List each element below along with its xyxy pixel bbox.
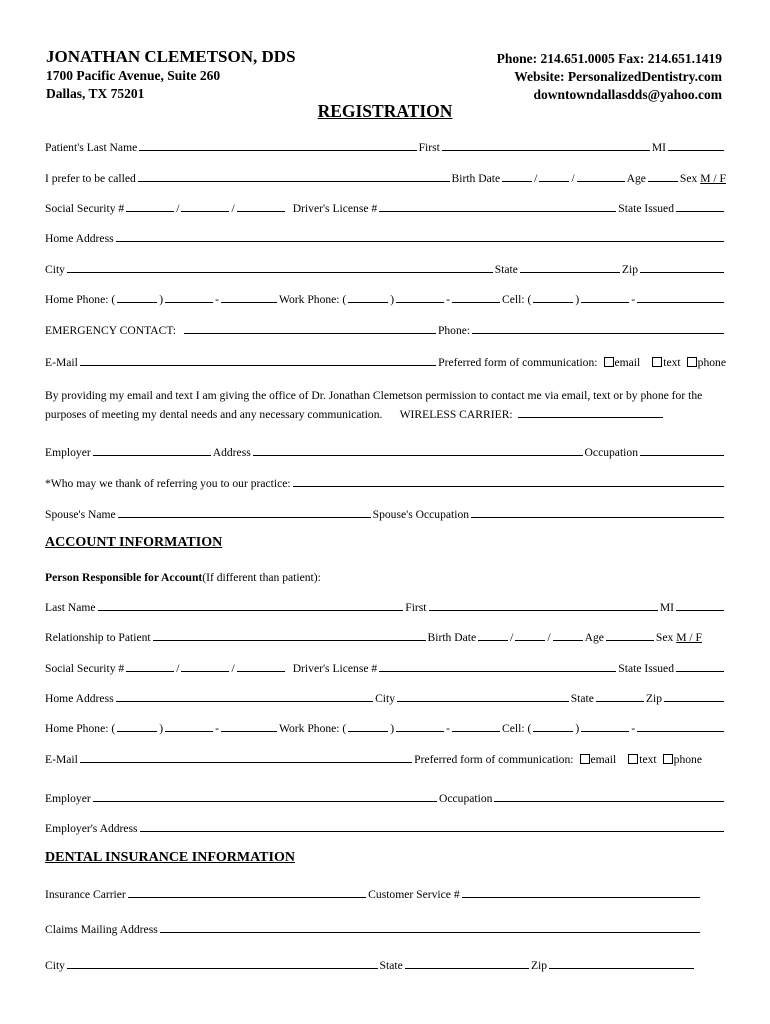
- ssn-part-3[interactable]: [237, 211, 285, 212]
- ssn-part-1[interactable]: [126, 211, 174, 212]
- relationship-field[interactable]: [153, 640, 426, 641]
- birth-month-field[interactable]: [502, 181, 532, 182]
- birth-day-field[interactable]: [539, 181, 569, 182]
- date-slash: /: [510, 631, 514, 644]
- email-label: E-Mail: [45, 356, 78, 369]
- relationship-label: Relationship to Patient: [45, 631, 151, 644]
- wireless-label: WIRELESS CARRIER:: [399, 408, 513, 421]
- account-mi-field[interactable]: [676, 610, 724, 611]
- email-field[interactable]: [80, 365, 436, 366]
- cell-line[interactable]: [637, 302, 724, 303]
- insurance-city-field[interactable]: [67, 968, 378, 969]
- ssn-slash: /: [176, 202, 180, 215]
- paren: ): [159, 722, 164, 735]
- emergency-field[interactable]: [184, 333, 436, 334]
- account-cell-line[interactable]: [637, 731, 724, 732]
- employer-address-field[interactable]: [253, 455, 583, 456]
- state-issued-label: State Issued: [618, 202, 674, 215]
- address-line-2: Dallas, TX 75201: [46, 86, 145, 101]
- practice-info: [46, 47, 296, 103]
- row-account-address: [45, 687, 726, 705]
- row-phones: [45, 288, 726, 306]
- employer-label: Employer: [45, 446, 91, 459]
- account-city-label: City: [375, 692, 396, 705]
- license-field[interactable]: [379, 211, 616, 212]
- contact-info: [497, 50, 722, 104]
- account-last-name-label: Last Name: [45, 601, 96, 614]
- dash: -: [446, 722, 451, 735]
- account-state-label: State: [570, 692, 594, 705]
- home-phone-label: Home Phone: (: [45, 293, 116, 306]
- paren: ): [390, 293, 395, 306]
- employer-address-label: Address: [212, 446, 251, 459]
- account-cell-area-code[interactable]: [533, 731, 573, 732]
- mi-label: MI: [651, 141, 666, 154]
- ssn-slash: /: [231, 662, 235, 675]
- sex-options[interactable]: M / F: [700, 172, 726, 185]
- row-referral: [45, 472, 726, 490]
- ssn-slash: /: [176, 662, 180, 675]
- account-cell-prefix[interactable]: [581, 731, 629, 732]
- account-occupation-label: Occupation: [439, 792, 493, 805]
- dash: -: [631, 293, 636, 306]
- row-account-name: [45, 596, 726, 614]
- account-text-checkbox[interactable]: [628, 754, 638, 764]
- account-mi-label: MI: [659, 601, 674, 614]
- account-home-address-label: Home Address: [45, 692, 114, 705]
- account-work-phone-label: Work Phone: (: [278, 722, 347, 735]
- birth-date-label: Birth Date: [451, 172, 501, 185]
- account-state-issued-label: State Issued: [618, 662, 674, 675]
- account-ssn-part-3[interactable]: [237, 671, 285, 672]
- account-last-name-field[interactable]: [98, 610, 404, 611]
- account-first-field[interactable]: [429, 610, 658, 611]
- referral-label: *Who may we thank of referring you to our practice:: [45, 477, 291, 490]
- practice-email: downtowndallasdds@yahoo.com: [533, 87, 722, 102]
- doctor-name: JONATHAN CLEMETSON, DDS: [46, 47, 296, 66]
- phone-fax: Phone: 214.651.0005 Fax: 214.651.1419: [496, 51, 722, 66]
- zip-label: Zip: [621, 263, 638, 276]
- account-age-field[interactable]: [606, 640, 654, 641]
- home-area-code[interactable]: [117, 302, 157, 303]
- account-birth-month[interactable]: [478, 640, 508, 641]
- account-license-label: Driver's License #: [292, 662, 378, 675]
- home-address-field[interactable]: [116, 241, 724, 242]
- account-occupation-field[interactable]: [494, 801, 724, 802]
- consent-paragraph: [45, 386, 729, 424]
- account-home-address-field[interactable]: [116, 701, 373, 702]
- row-employer: [45, 441, 726, 459]
- row-spouse: [45, 503, 726, 521]
- account-work-prefix[interactable]: [396, 731, 444, 732]
- account-state-issued-field[interactable]: [676, 671, 724, 672]
- row-relationship: [45, 626, 726, 644]
- work-phone-label: Work Phone: (: [278, 293, 347, 306]
- carrier-label: Insurance Carrier: [45, 888, 126, 901]
- account-cell-label: Cell: (: [502, 722, 532, 735]
- called-label: I prefer to be called: [45, 172, 136, 185]
- ssn-slash: /: [231, 202, 235, 215]
- zip-field[interactable]: [640, 272, 724, 273]
- account-birth-date-label: Birth Date: [427, 631, 477, 644]
- date-slash: /: [571, 172, 575, 185]
- mi-field[interactable]: [668, 150, 724, 151]
- spouse-name-label: Spouse's Name: [45, 508, 116, 521]
- paren: ): [575, 293, 580, 306]
- account-ssn-part-1[interactable]: [126, 671, 174, 672]
- first-name-field[interactable]: [442, 150, 650, 151]
- row-patient-name: [45, 136, 726, 154]
- account-zip-label: Zip: [645, 692, 662, 705]
- phone-option-label: phone: [697, 356, 726, 369]
- account-city-field[interactable]: [397, 701, 569, 702]
- employer-address-full-field[interactable]: [140, 831, 724, 832]
- row-account-ssn: [45, 657, 726, 675]
- paren: ): [390, 722, 395, 735]
- emergency-phone-field[interactable]: [472, 333, 724, 334]
- cell-prefix[interactable]: [581, 302, 629, 303]
- row-claims-address: [45, 918, 726, 936]
- wireless-field[interactable]: [518, 417, 663, 418]
- account-preferred-label: Preferred form of communication:: [414, 753, 574, 766]
- account-home-phone-label: Home Phone: (: [45, 722, 116, 735]
- customer-service-label: Customer Service #: [368, 888, 460, 901]
- employer-field[interactable]: [93, 455, 211, 456]
- preferred-label: Preferred form of communication:: [438, 356, 598, 369]
- insurance-state-field[interactable]: [405, 968, 529, 969]
- row-employer-address: [45, 817, 726, 835]
- age-field[interactable]: [648, 181, 678, 182]
- row-insurance-city: [45, 954, 726, 972]
- first-name-label: First: [418, 141, 440, 154]
- account-email-field[interactable]: [80, 762, 412, 763]
- called-field[interactable]: [138, 181, 450, 182]
- account-age-label: Age: [584, 631, 604, 644]
- referral-field[interactable]: [293, 486, 724, 487]
- dash: -: [215, 293, 219, 306]
- account-birth-year[interactable]: [553, 640, 583, 641]
- carrier-field[interactable]: [128, 897, 366, 898]
- license-label: Driver's License #: [292, 202, 378, 215]
- account-phone-checkbox[interactable]: [663, 754, 673, 764]
- text-checkbox[interactable]: [652, 357, 662, 367]
- spouse-occupation-label: Spouse's Occupation: [372, 508, 470, 521]
- emergency-phone-label: Phone:: [437, 324, 471, 337]
- account-home-line[interactable]: [221, 731, 277, 732]
- email-option-label: email: [614, 356, 641, 369]
- state-label: State: [494, 263, 518, 276]
- account-birth-day[interactable]: [515, 640, 545, 641]
- account-email-label: E-Mail: [45, 753, 78, 766]
- work-line[interactable]: [452, 302, 500, 303]
- account-work-area-code[interactable]: [348, 731, 388, 732]
- home-line[interactable]: [221, 302, 277, 303]
- row-preferred-name: [45, 167, 726, 185]
- row-insurance-carrier: [45, 883, 726, 901]
- account-text-option-label: text: [639, 753, 657, 766]
- sex-label: Sex: [679, 172, 698, 185]
- last-name-field[interactable]: [139, 150, 416, 151]
- account-sex-label: Sex: [655, 631, 674, 644]
- address-line-1: 1700 Pacific Avenue, Suite 260: [46, 68, 221, 83]
- email-checkbox[interactable]: [604, 357, 614, 367]
- ssn-part-2[interactable]: [181, 211, 229, 212]
- claims-address-label: Claims Mailing Address: [45, 923, 158, 936]
- ssn-label: Social Security #: [45, 202, 125, 215]
- row-account-employer: [45, 787, 726, 805]
- account-employer-label: Employer: [45, 792, 91, 805]
- state-field[interactable]: [520, 272, 620, 273]
- account-home-area-code[interactable]: [117, 731, 157, 732]
- row-city: [45, 258, 726, 276]
- row-responsible: [45, 566, 726, 584]
- row-account-phones: [45, 717, 726, 735]
- last-name-label: Patient's Last Name: [45, 141, 138, 154]
- row-email: [45, 351, 726, 369]
- employer-address-full-label: Employer's Address: [45, 822, 138, 835]
- cell-area-code[interactable]: [533, 302, 573, 303]
- account-heading: ACCOUNT INFORMATION: [45, 535, 223, 550]
- dash: -: [446, 293, 451, 306]
- emergency-label: EMERGENCY CONTACT:: [45, 324, 177, 337]
- account-ssn-label: Social Security #: [45, 662, 125, 675]
- cell-label: Cell: (: [502, 293, 532, 306]
- row-patient-ssn: [45, 197, 726, 215]
- home-prefix[interactable]: [165, 302, 213, 303]
- state-issued-field[interactable]: [676, 211, 724, 212]
- dash: -: [215, 722, 219, 735]
- account-ssn-part-2[interactable]: [181, 671, 229, 672]
- insurance-heading: DENTAL INSURANCE INFORMATION: [45, 850, 295, 865]
- phone-checkbox[interactable]: [687, 357, 697, 367]
- consent-text: By providing my email and text I am giving the office of Dr. Jonathan Clemetson permission to contact me via email, text or by phone for the purposes of meeting my dental needs and any necessary communication.: [45, 389, 703, 421]
- website: Website: PersonalizedDentistry.com: [514, 69, 722, 84]
- account-home-prefix[interactable]: [165, 731, 213, 732]
- form-title: REGISTRATION: [317, 101, 453, 121]
- account-work-line[interactable]: [452, 731, 500, 732]
- insurance-zip-label: Zip: [530, 959, 548, 972]
- account-first-label: First: [405, 601, 427, 614]
- spouse-name-field[interactable]: [118, 517, 371, 518]
- row-account-email: [45, 748, 726, 766]
- work-prefix[interactable]: [396, 302, 444, 303]
- occupation-label: Occupation: [584, 446, 638, 459]
- city-label: City: [45, 263, 65, 276]
- birth-year-field[interactable]: [577, 181, 625, 182]
- row-emergency: [45, 319, 726, 337]
- work-area-code[interactable]: [348, 302, 388, 303]
- account-phone-option-label: phone: [673, 753, 702, 766]
- account-license-field[interactable]: [379, 671, 616, 672]
- city-field[interactable]: [67, 272, 493, 273]
- date-slash: /: [534, 172, 538, 185]
- occupation-field[interactable]: [640, 455, 724, 456]
- account-state-field[interactable]: [596, 701, 644, 702]
- insurance-city-label: City: [45, 959, 65, 972]
- responsible-note: (If different than patient):: [202, 571, 321, 584]
- paren: ): [575, 722, 580, 735]
- paren: ): [159, 293, 164, 306]
- dash: -: [631, 722, 636, 735]
- account-email-checkbox[interactable]: [580, 754, 590, 764]
- insurance-zip-field[interactable]: [549, 968, 694, 969]
- spouse-occupation-field[interactable]: [471, 517, 724, 518]
- row-home-address: [45, 227, 726, 245]
- home-address-label: Home Address: [45, 232, 114, 245]
- age-label: Age: [626, 172, 646, 185]
- account-employer-field[interactable]: [93, 801, 437, 802]
- responsible-label: Person Responsible for Account: [45, 571, 203, 584]
- account-email-option-label: email: [590, 753, 617, 766]
- claims-address-field[interactable]: [160, 932, 700, 933]
- account-zip-field[interactable]: [664, 701, 724, 702]
- text-option-label: text: [663, 356, 681, 369]
- account-sex-options[interactable]: M / F: [676, 631, 702, 644]
- date-slash: /: [547, 631, 551, 644]
- insurance-state-label: State: [379, 959, 403, 972]
- customer-service-field[interactable]: [462, 897, 700, 898]
